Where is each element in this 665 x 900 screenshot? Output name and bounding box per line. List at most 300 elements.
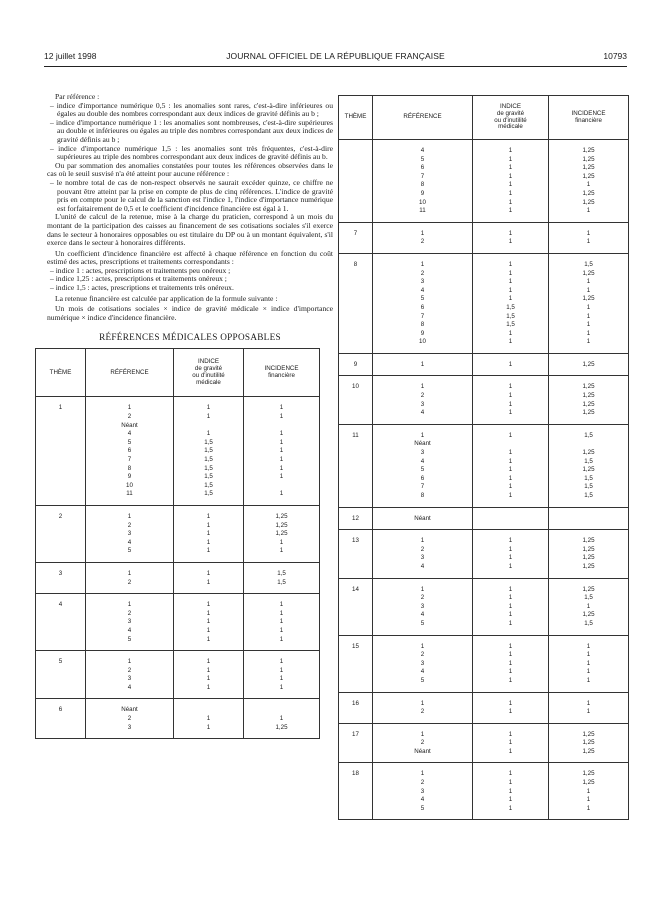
incidence-cell [549,530,629,578]
cell-value: 1 [508,457,513,465]
cell-value: 1 [508,651,513,659]
gravity-cell [473,253,549,353]
cell-value: 2 [420,392,425,400]
reference-cell [86,699,174,739]
cell-value: 1,5 [584,483,593,491]
reference-cell [373,222,473,253]
theme-group-row [339,424,629,507]
cell-value: 1 [206,601,211,609]
cell-value: 1 [420,229,425,237]
col-header-theme: THÈME [36,349,86,397]
cell-value: 1 [586,238,591,246]
left-column [47,93,333,739]
cell-value: 1 [127,512,132,520]
cell-value: 1 [420,730,425,738]
cell-value: 1 [508,668,513,676]
cell-value: 1 [279,447,284,455]
cell-value: 1 [206,530,211,538]
theme-group-row [339,253,629,353]
cell-value: 1 [279,626,284,634]
cell-value: 9 [420,189,425,197]
cell-value: 1 [508,338,513,346]
cell-value: 1,5 [506,303,515,311]
cell-value: 1,25 [582,409,595,417]
cell-value: 1 [508,466,513,474]
cell-value: 6 [127,447,132,455]
cell-value: 1 [586,181,591,189]
cell-value: 1,25 [582,164,595,172]
cell-value: 1,25 [582,155,595,163]
reference-cell [373,530,473,578]
cell-value: 1,25 [582,747,595,755]
cell-value: 1 [420,360,425,368]
cell-value: 2 [127,521,132,529]
theme-group-row [36,699,320,739]
theme-group-row [36,397,320,506]
cell-value: 8 [420,181,425,189]
cell-value: 1,5 [204,438,213,446]
list-item: – indice d'importance numérique 1,5 : les anomalies sont très fréquentes, c'est-à-dire supérieures au triple des nombres correspondant aux deux indices de gravité définis au b. [50,143,333,162]
cell-value: 8 [420,492,425,499]
cell-value: 3 [420,449,425,457]
cell-value: 1 [508,181,513,189]
cell-value: 1,25 [582,449,595,457]
cell-value: 11 [419,207,426,215]
cell-value: 5 [127,547,132,555]
cell-value: 4 [420,562,425,570]
cell-value: 4 [420,457,425,465]
theme-group-row [36,562,320,593]
cell-value: 1 [508,747,513,755]
cell-value: 1,5 [204,447,213,455]
cell-value: 1 [279,490,284,498]
col-header-reference: RÉFÉRENCE [86,349,174,397]
cell-value: 1,25 [275,521,288,529]
cell-value: 1 [508,804,513,812]
cell-value: 1,25 [582,739,595,747]
references-table-right [338,95,629,820]
incidence-cell [549,140,629,223]
theme-cell: 9 [339,353,373,376]
cell-value: 3 [420,278,425,286]
page-header [44,51,627,65]
paragraph: L'unité de calcul de la retenue, mise à la charge du praticien, correspond à un mois du montant de la participation des caisses au financement de ses cotisations sociales s'il exerce dans le secteur à honoraires opposables ou est titulaire du DP ou à un montant équivalent, s'il exerce dans le secteur à honoraires différents. [47,212,333,248]
table-header-row [339,96,629,140]
gravity-cell [473,140,549,223]
cell-value: 1,5 [584,457,593,465]
cell-value: 6 [420,303,425,311]
paragraph: La retenue financière est calculée par application de la formule suivante : [55,293,278,303]
cell-value: 7 [127,456,132,463]
cell-value: 3 [420,554,425,562]
gravity-cell [174,505,244,562]
right-column [338,95,628,820]
cell-value: 1 [508,172,513,180]
theme-group-row [339,507,629,530]
cell-value: 1 [586,699,591,707]
cell-value: 1,5 [506,321,515,329]
list-item: – indice 1 : actes, prescriptions et traitements peu onéreux ; [50,265,231,275]
theme-group-row [339,578,629,635]
cell-value: 2 [420,739,425,747]
cell-value: 1 [279,456,284,463]
cell-value: 1,25 [582,198,595,206]
cell-value: 1,5 [204,456,213,463]
cell-value: 1,5 [277,569,286,577]
cell-value: 3 [127,723,132,731]
gravity-cell [473,424,549,507]
reference-cell [86,651,174,699]
gravity-cell [473,578,549,635]
cell-value: 1 [508,619,513,627]
cell-value: 1 [586,312,591,320]
theme-group-row [339,763,629,820]
cell-value: 1 [586,708,591,716]
cell-value: 1,25 [582,400,595,408]
cell-value: 8 [127,464,132,472]
cell-value: 3 [127,618,132,626]
gravity-cell [473,530,549,578]
cell-value: 3 [127,530,132,538]
cell-value: 1 [206,666,211,674]
reference-cell [86,594,174,651]
theme-cell: 1 [36,397,86,506]
incidence-cell [549,424,629,507]
cell-value: 1,5 [584,492,593,499]
cell-value: 5 [420,804,425,812]
cell-value: 7 [420,483,425,491]
cell-value: 1 [586,659,591,667]
theme-cell: 6 [36,699,86,739]
cell-value: 1 [508,545,513,553]
cell-value: 9 [420,329,425,337]
cell-value: 1 [508,779,513,787]
theme-group-row [339,692,629,723]
cell-value: 1 [508,602,513,610]
cell-value: 10 [419,198,426,206]
cell-value: 2 [420,594,425,602]
cell-value: 1 [586,286,591,294]
cell-value: 4 [420,409,425,417]
cell-value: 11 [126,490,133,498]
cell-value: 1 [206,404,211,412]
cell-value: 1,5 [584,431,593,439]
cell-value [244,706,319,715]
cell-value: 1,5 [584,474,593,482]
cell-value: 1 [127,404,132,412]
cell-value [244,482,319,491]
cell-value: 1 [279,618,284,626]
cell-value: 1 [508,554,513,562]
cell-value: 1,25 [582,189,595,197]
cell-value: 7 [420,172,425,180]
cell-value: Néant [121,421,138,429]
cell-value [473,515,548,524]
gravity-cell [473,763,549,820]
cell-value: 1,5 [584,260,593,268]
cell-value: 1 [508,260,513,268]
cell-value: 1 [206,512,211,520]
page-number: 10793 [603,51,627,61]
cell-value: 1,25 [582,545,595,553]
cell-value: 1 [586,278,591,286]
cell-value: 1 [206,609,211,617]
theme-group-row [339,530,629,578]
gravity-cell [174,699,244,739]
cell-value: 1 [508,400,513,408]
cell-value [174,422,243,431]
incidence-cell [549,507,629,530]
cell-value: 4 [127,430,132,438]
incidence-cell [549,222,629,253]
incidence-cell [244,505,320,562]
paragraph: Un mois de cotisations sociales × indice de gravité médicale × indice d'importance numérique × indice d'incidence financière. [47,304,333,322]
cell-value: 1,25 [275,723,288,731]
reference-cell [373,763,473,820]
cell-value: 1 [508,796,513,804]
theme-cell: 13 [339,530,373,578]
cell-value: 2 [420,269,425,277]
incidence-cell [549,578,629,635]
cell-value: 1 [508,730,513,738]
header-date: 12 juillet 1998 [44,51,97,61]
cell-value: 1 [508,383,513,391]
cell-value: 1 [586,668,591,676]
cell-value: 1,25 [275,512,288,520]
theme-group-row [339,140,629,223]
cell-value: 1 [586,804,591,812]
incidence-cell [244,397,320,506]
cell-value: 1 [508,286,513,294]
cell-value: 1,25 [582,562,595,570]
cell-value: 1 [508,699,513,707]
cell-value: 1 [586,329,591,337]
cell-value: 1 [586,642,591,650]
cell-value: 1,25 [582,269,595,277]
cell-value: 1 [508,269,513,277]
cell-value: 2 [127,715,132,723]
cell-value: 1,5 [584,594,593,602]
reference-cell [373,692,473,723]
cell-value: 1 [279,658,284,666]
cell-value: 1 [206,430,211,438]
cell-value: 1 [508,229,513,237]
cell-value: 1,25 [582,537,595,545]
cell-value: 10 [126,481,133,489]
cell-value: 4 [420,796,425,804]
col-header-gravity: INDICE de gravité ou d'inutilité médicale [473,96,549,140]
cell-value: 1 [279,473,284,481]
cell-value: 3 [420,659,425,667]
gravity-cell [473,376,549,424]
cell-value: 1 [279,404,284,412]
cell-value: 1,25 [582,585,595,593]
cell-value: 1 [508,492,513,499]
cell-value: 1 [127,658,132,666]
cell-value: 1 [508,295,513,303]
cell-value: 1,5 [584,619,593,627]
cell-value: 1 [508,329,513,337]
theme-group-row [36,505,320,562]
incidence-cell [244,594,320,651]
gravity-cell [473,635,549,692]
cell-value: 1 [206,635,211,643]
cell-value: 1 [508,594,513,602]
cell-value: 1,25 [582,360,595,368]
cell-value: 1 [586,338,591,346]
theme-cell: 11 [339,424,373,507]
theme-cell: 15 [339,635,373,692]
cell-value: 1 [508,360,513,368]
cell-value: 1 [508,642,513,650]
cell-value: 2 [127,578,132,586]
theme-cell: 18 [339,763,373,820]
cell-value: 5 [127,635,132,643]
cell-value: Néant [414,440,431,448]
cell-value: 1 [508,238,513,246]
gravity-cell [174,651,244,699]
theme-cell: 5 [36,651,86,699]
theme-cell: 7 [339,222,373,253]
cell-value: 4 [420,611,425,619]
cell-value: 2 [420,651,425,659]
list-item: – indice 1,5 : actes, prescriptions et traitements très onéreux. [50,283,234,293]
table-header-row [36,349,320,397]
theme-group-row [36,594,320,651]
list-item: – indice d'importance numérique 1 : les anomalies sont nombreuses, c'est-à-dire supérieures au double et inférieures ou égales au triple des nombres correspondant aux deux indices de gravité définis au b ; [50,117,333,144]
gravity-cell [473,723,549,763]
cell-value: 2 [420,708,425,716]
cell-value: 1 [206,626,211,634]
cell-value: 1,25 [582,147,595,154]
cell-value: 4 [420,147,425,154]
paragraph: Ou par sommation des anomalies constatées pour toutes les références observées dans le cas où le seuil susvisé n'a été atteint pour aucune référence : [47,160,333,179]
gravity-cell [174,594,244,651]
cell-value: 1,5 [204,481,213,489]
theme-group-row [339,353,629,376]
incidence-cell [549,376,629,424]
header-rule [44,66,627,67]
cell-value: 6 [420,474,425,482]
cell-value: 1 [508,147,513,154]
theme-cell [339,140,373,223]
cell-value: 1 [279,609,284,617]
incidence-cell [549,723,629,763]
cell-value: 1 [508,676,513,684]
gravity-cell [174,562,244,593]
cell-value: 1,5 [277,578,286,586]
cell-value: 7 [420,312,425,320]
cell-value: 1 [420,537,425,545]
cell-value: 1,5 [506,312,515,320]
cell-value: 1 [127,601,132,609]
cell-value: 1 [279,430,284,438]
table-title: RÉFÉRENCES MÉDICALES OPPOSABLES [99,332,281,343]
gravity-cell [473,507,549,530]
cell-value: 1 [279,547,284,555]
cell-value: 1,25 [582,295,595,303]
cell-value: 5 [420,466,425,474]
cell-value: 1 [508,155,513,163]
cell-value: 2 [127,413,132,421]
cell-value: 1 [279,413,284,421]
cell-value: 1 [206,723,211,731]
cell-value: 3 [127,675,132,683]
cell-value: 1 [508,483,513,491]
cell-value: 1 [508,739,513,747]
cell-value: 1 [206,683,211,691]
cell-value: 1 [206,618,211,626]
theme-cell: 16 [339,692,373,723]
cell-value: 1 [586,787,591,795]
cell-value: 1 [279,538,284,546]
reference-cell [373,424,473,507]
theme-group-row [339,376,629,424]
col-header-reference: RÉFÉRENCE [373,96,473,140]
cell-value: 1 [420,642,425,650]
cell-value: 1 [508,278,513,286]
cell-value: 1 [508,392,513,400]
cell-value: 1 [508,164,513,172]
gravity-cell [473,692,549,723]
cell-value: 1 [206,658,211,666]
cell-value: 1 [420,431,425,439]
cell-value: 1 [508,770,513,778]
theme-group-row [339,723,629,763]
cell-value: 1 [508,431,513,439]
cell-value: Néant [414,514,431,522]
theme-group-row [36,651,320,699]
cell-value: 1,25 [582,466,595,474]
theme-cell: 4 [36,594,86,651]
col-header-theme: THÈME [339,96,373,140]
cell-value: 1 [279,683,284,691]
cell-value: 1 [508,585,513,593]
col-header-gravity: INDICE de gravité ou d'inutilité médicale [174,349,244,397]
incidence-cell [549,763,629,820]
cell-value: 1 [508,708,513,716]
cell-value: 1 [206,413,211,421]
cell-value: 1 [206,569,211,577]
theme-cell: 8 [339,253,373,353]
cell-value: 1,25 [582,730,595,738]
cell-value: 8 [420,321,425,329]
cell-value: 1 [508,787,513,795]
theme-group-row [339,635,629,692]
col-header-incidence: INCIDENCE financière [549,96,629,140]
gravity-cell [174,397,244,506]
cell-value: 1 [420,770,425,778]
cell-value: 3 [420,602,425,610]
cell-value: 6 [420,164,425,172]
theme-cell: 14 [339,578,373,635]
cell-value: 1 [279,675,284,683]
cell-value: 1,5 [204,490,213,498]
cell-value: Néant [414,747,431,755]
paragraph: Un coefficient d'incidence financière est affecté à chaque référence en fonction du coût estimé des actes, prescriptions et traitements correspondants : [47,248,333,267]
gravity-cell [473,222,549,253]
gravity-cell [473,353,549,376]
cell-value: 4 [127,683,132,691]
incidence-cell [549,253,629,353]
cell-value: 1 [420,699,425,707]
cell-value: 1,25 [582,392,595,400]
reference-cell [86,562,174,593]
cell-value: 1 [420,260,425,268]
cell-value: 1,25 [582,779,595,787]
cell-value: 1,25 [582,611,595,619]
cell-value: 2 [420,779,425,787]
